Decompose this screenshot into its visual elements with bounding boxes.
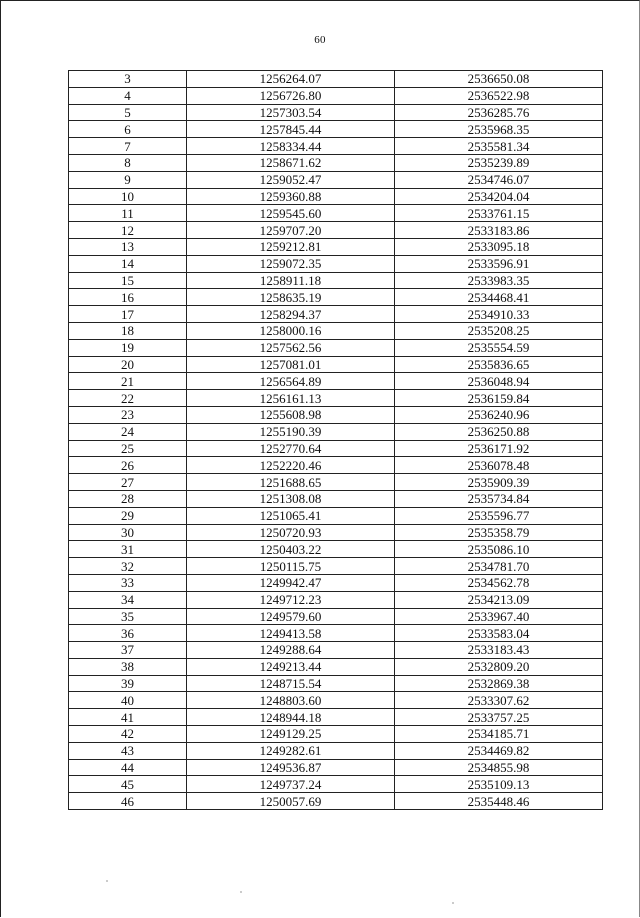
table-row xyxy=(69,625,603,642)
point-number-cell: 22 xyxy=(69,390,187,407)
table-row xyxy=(69,793,603,810)
x-coordinate-cell: 1255608.98 xyxy=(187,406,395,423)
y-coordinate-cell: 2535208.25 xyxy=(395,322,603,339)
table-row xyxy=(69,238,603,255)
table-row xyxy=(69,322,603,339)
table-row xyxy=(69,306,603,323)
point-number-cell: 26 xyxy=(69,457,187,474)
y-coordinate-cell: 2533967.40 xyxy=(395,608,603,625)
table-row xyxy=(69,759,603,776)
y-coordinate-cell: 2533583.04 xyxy=(395,625,603,642)
table-row xyxy=(69,507,603,524)
point-number-cell: 5 xyxy=(69,104,187,121)
scan-speck xyxy=(452,902,454,904)
y-coordinate-cell: 2534910.33 xyxy=(395,306,603,323)
point-number-cell: 35 xyxy=(69,608,187,625)
x-coordinate-cell: 1259360.88 xyxy=(187,188,395,205)
table-row xyxy=(69,574,603,591)
table-row xyxy=(69,524,603,541)
table-row xyxy=(69,104,603,121)
table-row xyxy=(69,188,603,205)
point-number-cell: 43 xyxy=(69,742,187,759)
table-row xyxy=(69,222,603,239)
point-number-cell: 7 xyxy=(69,138,187,155)
table-row xyxy=(69,642,603,659)
point-number-cell: 9 xyxy=(69,171,187,188)
y-coordinate-cell: 2535109.13 xyxy=(395,776,603,793)
point-number-cell: 19 xyxy=(69,339,187,356)
table-row xyxy=(69,675,603,692)
y-coordinate-cell: 2535358.79 xyxy=(395,524,603,541)
y-coordinate-cell: 2533307.62 xyxy=(395,692,603,709)
point-number-cell: 16 xyxy=(69,289,187,306)
point-number-cell: 25 xyxy=(69,440,187,457)
y-coordinate-cell: 2534204.04 xyxy=(395,188,603,205)
table-row xyxy=(69,373,603,390)
y-coordinate-cell: 2534469.82 xyxy=(395,742,603,759)
coordinates-table xyxy=(68,70,603,810)
x-coordinate-cell: 1256564.89 xyxy=(187,373,395,390)
y-coordinate-cell: 2536171.92 xyxy=(395,440,603,457)
table-row xyxy=(69,474,603,491)
point-number-cell: 12 xyxy=(69,222,187,239)
x-coordinate-cell: 1249712.23 xyxy=(187,591,395,608)
table-row xyxy=(69,406,603,423)
table-row xyxy=(69,558,603,575)
table-row xyxy=(69,272,603,289)
point-number-cell: 18 xyxy=(69,322,187,339)
x-coordinate-cell: 1252770.64 xyxy=(187,440,395,457)
table-row xyxy=(69,490,603,507)
table-row xyxy=(69,71,603,88)
table-row xyxy=(69,726,603,743)
y-coordinate-cell: 2533757.25 xyxy=(395,709,603,726)
x-coordinate-cell: 1257081.01 xyxy=(187,356,395,373)
point-number-cell: 23 xyxy=(69,406,187,423)
y-coordinate-cell: 2534468.41 xyxy=(395,289,603,306)
point-number-cell: 38 xyxy=(69,658,187,675)
y-coordinate-cell: 2534213.09 xyxy=(395,591,603,608)
y-coordinate-cell: 2536650.08 xyxy=(395,71,603,88)
table-row xyxy=(69,138,603,155)
x-coordinate-cell: 1256264.07 xyxy=(187,71,395,88)
y-coordinate-cell: 2536048.94 xyxy=(395,373,603,390)
y-coordinate-cell: 2534781.70 xyxy=(395,558,603,575)
x-coordinate-cell: 1249282.61 xyxy=(187,742,395,759)
x-coordinate-cell: 1249288.64 xyxy=(187,642,395,659)
x-coordinate-cell: 1256726.80 xyxy=(187,87,395,104)
y-coordinate-cell: 2534185.71 xyxy=(395,726,603,743)
point-number-cell: 45 xyxy=(69,776,187,793)
table-row xyxy=(69,692,603,709)
table-row xyxy=(69,709,603,726)
x-coordinate-cell: 1249536.87 xyxy=(187,759,395,776)
y-coordinate-cell: 2536522.98 xyxy=(395,87,603,104)
x-coordinate-cell: 1248803.60 xyxy=(187,692,395,709)
x-coordinate-cell: 1258334.44 xyxy=(187,138,395,155)
y-coordinate-cell: 2532869.38 xyxy=(395,675,603,692)
x-coordinate-cell: 1249737.24 xyxy=(187,776,395,793)
x-coordinate-cell: 1258671.62 xyxy=(187,154,395,171)
point-number-cell: 6 xyxy=(69,121,187,138)
point-number-cell: 46 xyxy=(69,793,187,810)
y-coordinate-cell: 2535909.39 xyxy=(395,474,603,491)
coordinates-table-body xyxy=(69,71,603,810)
x-coordinate-cell: 1252220.46 xyxy=(187,457,395,474)
y-coordinate-cell: 2536240.96 xyxy=(395,406,603,423)
y-coordinate-cell: 2535448.46 xyxy=(395,793,603,810)
point-number-cell: 37 xyxy=(69,642,187,659)
x-coordinate-cell: 1258000.16 xyxy=(187,322,395,339)
y-coordinate-cell: 2535596.77 xyxy=(395,507,603,524)
table-row xyxy=(69,776,603,793)
y-coordinate-cell: 2533183.43 xyxy=(395,642,603,659)
table-row xyxy=(69,171,603,188)
y-coordinate-cell: 2534855.98 xyxy=(395,759,603,776)
table-row xyxy=(69,608,603,625)
point-number-cell: 32 xyxy=(69,558,187,575)
point-number-cell: 31 xyxy=(69,541,187,558)
y-coordinate-cell: 2536250.88 xyxy=(395,423,603,440)
scan-speck xyxy=(106,880,108,882)
point-number-cell: 39 xyxy=(69,675,187,692)
table-row xyxy=(69,457,603,474)
table-row xyxy=(69,205,603,222)
point-number-cell: 8 xyxy=(69,154,187,171)
y-coordinate-cell: 2536285.76 xyxy=(395,104,603,121)
x-coordinate-cell: 1255190.39 xyxy=(187,423,395,440)
point-number-cell: 29 xyxy=(69,507,187,524)
y-coordinate-cell: 2536159.84 xyxy=(395,390,603,407)
table-row xyxy=(69,591,603,608)
point-number-cell: 40 xyxy=(69,692,187,709)
table-row xyxy=(69,423,603,440)
y-coordinate-cell: 2535968.35 xyxy=(395,121,603,138)
y-coordinate-cell: 2536078.48 xyxy=(395,457,603,474)
table-row xyxy=(69,658,603,675)
x-coordinate-cell: 1248944.18 xyxy=(187,709,395,726)
table-row xyxy=(69,154,603,171)
point-number-cell: 11 xyxy=(69,205,187,222)
point-number-cell: 15 xyxy=(69,272,187,289)
point-number-cell: 27 xyxy=(69,474,187,491)
point-number-cell: 21 xyxy=(69,373,187,390)
x-coordinate-cell: 1259052.47 xyxy=(187,171,395,188)
y-coordinate-cell: 2532809.20 xyxy=(395,658,603,675)
x-coordinate-cell: 1257562.56 xyxy=(187,339,395,356)
y-coordinate-cell: 2535836.65 xyxy=(395,356,603,373)
table-row xyxy=(69,390,603,407)
x-coordinate-cell: 1256161.13 xyxy=(187,390,395,407)
table-row xyxy=(69,87,603,104)
x-coordinate-cell: 1250115.75 xyxy=(187,558,395,575)
x-coordinate-cell: 1257845.44 xyxy=(187,121,395,138)
point-number-cell: 4 xyxy=(69,87,187,104)
table-row xyxy=(69,440,603,457)
y-coordinate-cell: 2535554.59 xyxy=(395,339,603,356)
x-coordinate-cell: 1251308.08 xyxy=(187,490,395,507)
y-coordinate-cell: 2534562.78 xyxy=(395,574,603,591)
y-coordinate-cell: 2535734.84 xyxy=(395,490,603,507)
y-coordinate-cell: 2535086.10 xyxy=(395,541,603,558)
x-coordinate-cell: 1259545.60 xyxy=(187,205,395,222)
x-coordinate-cell: 1257303.54 xyxy=(187,104,395,121)
x-coordinate-cell: 1259072.35 xyxy=(187,255,395,272)
point-number-cell: 17 xyxy=(69,306,187,323)
point-number-cell: 24 xyxy=(69,423,187,440)
table-row xyxy=(69,742,603,759)
y-coordinate-cell: 2535239.89 xyxy=(395,154,603,171)
point-number-cell: 20 xyxy=(69,356,187,373)
point-number-cell: 3 xyxy=(69,71,187,88)
x-coordinate-cell: 1258911.18 xyxy=(187,272,395,289)
x-coordinate-cell: 1259212.81 xyxy=(187,238,395,255)
point-number-cell: 14 xyxy=(69,255,187,272)
point-number-cell: 30 xyxy=(69,524,187,541)
point-number-cell: 34 xyxy=(69,591,187,608)
table-row xyxy=(69,289,603,306)
point-number-cell: 44 xyxy=(69,759,187,776)
table-row xyxy=(69,356,603,373)
point-number-cell: 42 xyxy=(69,726,187,743)
y-coordinate-cell: 2533183.86 xyxy=(395,222,603,239)
point-number-cell: 41 xyxy=(69,709,187,726)
point-number-cell: 13 xyxy=(69,238,187,255)
x-coordinate-cell: 1249579.60 xyxy=(187,608,395,625)
y-coordinate-cell: 2533596.91 xyxy=(395,255,603,272)
table-row xyxy=(69,121,603,138)
x-coordinate-cell: 1258635.19 xyxy=(187,289,395,306)
x-coordinate-cell: 1250057.69 xyxy=(187,793,395,810)
x-coordinate-cell: 1250403.22 xyxy=(187,541,395,558)
point-number-cell: 36 xyxy=(69,625,187,642)
x-coordinate-cell: 1249129.25 xyxy=(187,726,395,743)
y-coordinate-cell: 2535581.34 xyxy=(395,138,603,155)
y-coordinate-cell: 2534746.07 xyxy=(395,171,603,188)
table-row xyxy=(69,541,603,558)
x-coordinate-cell: 1251688.65 xyxy=(187,474,395,491)
table-row xyxy=(69,255,603,272)
x-coordinate-cell: 1258294.37 xyxy=(187,306,395,323)
x-coordinate-cell: 1251065.41 xyxy=(187,507,395,524)
x-coordinate-cell: 1249942.47 xyxy=(187,574,395,591)
point-number-cell: 10 xyxy=(69,188,187,205)
x-coordinate-cell: 1248715.54 xyxy=(187,675,395,692)
point-number-cell: 28 xyxy=(69,490,187,507)
x-coordinate-cell: 1259707.20 xyxy=(187,222,395,239)
point-number-cell: 33 xyxy=(69,574,187,591)
table-row xyxy=(69,339,603,356)
scan-speck xyxy=(240,891,242,893)
page-number: 60 xyxy=(314,34,326,46)
x-coordinate-cell: 1250720.93 xyxy=(187,524,395,541)
y-coordinate-cell: 2533761.15 xyxy=(395,205,603,222)
y-coordinate-cell: 2533095.18 xyxy=(395,238,603,255)
x-coordinate-cell: 1249213.44 xyxy=(187,658,395,675)
y-coordinate-cell: 2533983.35 xyxy=(395,272,603,289)
x-coordinate-cell: 1249413.58 xyxy=(187,625,395,642)
